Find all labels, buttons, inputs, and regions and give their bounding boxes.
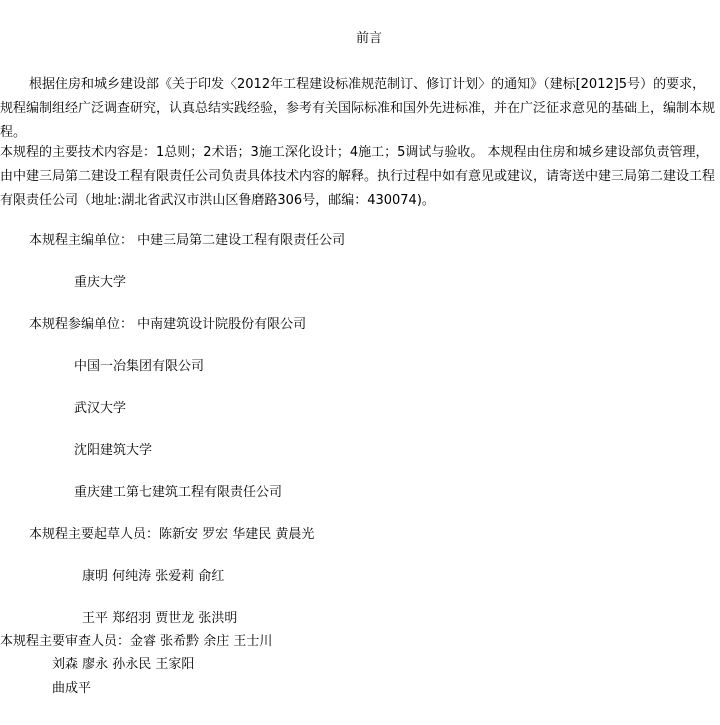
chief-editor-row bbox=[29, 234, 345, 248]
reviewers-label: 本规程主要审查人员： bbox=[0, 634, 131, 649]
chief-editor-unit: 中建三局第二建设工程有限责任公司 bbox=[137, 233, 346, 248]
drafters-label: 本规程主要起草人员： bbox=[29, 527, 160, 542]
drafters-names: 王平 郑绍羽 贾世龙 张洪明 bbox=[82, 611, 238, 626]
drafters-row bbox=[29, 528, 314, 542]
participating-editor-unit: 重庆建工第七建筑工程有限责任公司 bbox=[74, 485, 283, 500]
intro-paragraph: 根据住房和城乡建设部《关于印发〈2012年工程建设标准规范制订、修订计划〉的通知》（建标[2012]5号）的要求，规程编制组经广泛调查研究，认真总结实践经验，参考有关国际标准和国外先进标准，并在广泛征求意见的基础上，编制本规程。 bbox=[0, 77, 716, 140]
participating-editors-row bbox=[29, 318, 306, 332]
chief-editor-unit: 重庆大学 bbox=[74, 275, 127, 290]
participating-editor-unit: 沈阳建筑大学 bbox=[74, 443, 153, 458]
reviewers-names: 刘森 廖永 孙永民 王家阳 bbox=[52, 657, 195, 672]
participating-editor-unit: 中南建筑设计院股份有限公司 bbox=[137, 317, 307, 332]
content-paragraph: 本规程的主要技术内容是：1总则；2术语；3施工深化设计；4施工；5调试与验收。 本规程由住房和城乡建设部负责管理，由中建三局第二建设工程有限责任公司负责具体技术内容的解释。执行过程中如有意见或建议，请寄送中建三局第二建设工程有限责任公司（地址:湖北省武汉市洪山区鲁磨路306号，邮编：430074)。 bbox=[0, 145, 716, 208]
reviewers-names: 曲成平 bbox=[52, 681, 92, 696]
participating-editor-unit: 武汉大学 bbox=[74, 401, 127, 416]
drafters-names: 康明 何纯涛 张爱莉 俞红 bbox=[82, 569, 225, 584]
participating-editor-unit: 中国一冶集团有限公司 bbox=[74, 359, 205, 374]
drafters-names: 陈新安 罗宏 华建民 黄晨光 bbox=[159, 527, 315, 542]
reviewers-row bbox=[0, 635, 272, 649]
participating-editors-label: 本规程参编单位： bbox=[29, 317, 134, 332]
chief-editor-label: 本规程主编单位： bbox=[29, 233, 134, 248]
page-title: 前言 bbox=[356, 31, 383, 46]
reviewers-names: 金睿 张希黔 余庄 王士川 bbox=[130, 634, 273, 649]
